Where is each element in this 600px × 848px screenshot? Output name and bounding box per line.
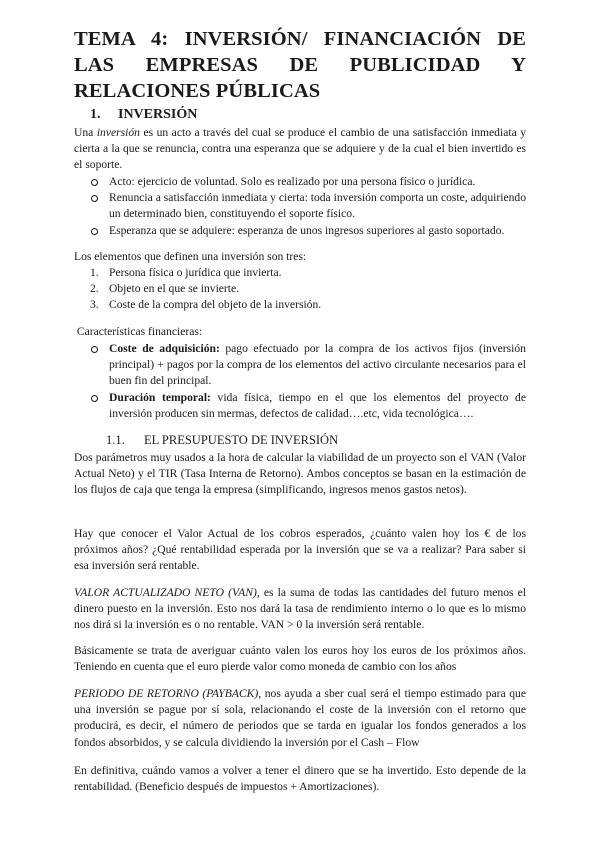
financial-intro: Características financieras:	[74, 325, 203, 338]
subsection-heading-presupuesto	[106, 433, 338, 448]
list-item: Renuncia a satisfacción inmediata y cierta: toda inversión comporta un coste, adquiriendo un determinado bien, constituyendo el soporte físico.	[74, 190, 526, 222]
list-item: Duración temporal: vida física, tiempo en el que los elementos del proyecto de inversión producen sin mermas, defectos de calidad….etc, vida tecnológica….	[74, 390, 526, 422]
van-paragraph	[74, 585, 526, 634]
hollow-bullet-icon	[91, 195, 98, 202]
definition-bullet-list	[74, 174, 526, 239]
budget-paragraph: Dos parámetros muy usados a la hora de calcular la viabilidad de un proyecto son el VAN (Valor Actual Neto) y el TIR (Tasa Interna de Retorno). Ambos conceptos se basan en la estimación de los flujos de caja que tenga la empresa (simplificando, ingresos menos gastos netos).	[74, 451, 526, 497]
hollow-bullet-icon	[91, 346, 98, 353]
payback-term: PERIODO DE RETORNO (PAYBACK),	[74, 687, 262, 700]
hollow-bullet-icon	[91, 179, 98, 186]
basic-paragraph: Básicamente se trata de averiguar cuánto valen los euros hoy los euros de los próximos años. Teniendo en cuenta que el euro pierde valor como moneda de cambio con los años	[74, 644, 526, 674]
subsection-number: 1.1.	[106, 433, 125, 447]
payback-rest: nos ayuda a sber cual será el tiempo estimado para que una inversión se pague por sí sola, relacionando el coste de la inversión con el retorno que producirá, es decir, el número de periodos que se tarda en igualar los fondos generados a los fondos absorbidos, y se calcula dividiendo la inversión por el Cash – Flow	[74, 687, 526, 749]
intro-paragraph	[74, 125, 526, 174]
list-item: Acto: ejercicio de voluntad. Solo es realizado por una persona físico o jurídica.	[74, 174, 526, 190]
list-item: 3. Coste de la compra del objeto de la inversión.	[90, 298, 322, 312]
list-item: Coste de adquisición: pago efectuado por la compra de los activos fijos (inversión principal) + pagos por la compra de los elementos del activo circulante necesarios para el buen fin del principal.	[74, 341, 526, 390]
intro-rest: es un acto a través del cual se produce el cambio de una satisfacción inmediata y cierta a la que se renuncia, contra una esperanza que se adquiere y de la cual el bien invertido es el soporte.	[74, 126, 526, 172]
payback-paragraph	[74, 686, 526, 751]
section-number: 1.	[90, 107, 101, 122]
van-rest: es la suma de todas las cantidades del futuro menos el dinero puesto en la inversión. Esto nos dará la tasa de rendimiento interno o lo que es lo mismo nos dirá si la inversión es o no rentable. VAN > 0 la inversión será rentable.	[74, 586, 526, 632]
list-item: 2. Objeto en el que se invierte.	[90, 282, 240, 296]
list-item: 1. Persona física o jurídica que invierta.	[90, 266, 282, 279]
list-item: Esperanza que se adquiere: esperanza de unos ingresos superiores al gasto soportado.	[74, 223, 526, 239]
document-title: TEMA 4: INVERSIÓN/ FINANCIACIÓN DE LAS EMPRESAS DE PUBLICIDAD Y RELACIONES PÚBLICAS	[74, 28, 526, 102]
section-title: INVERSIÓN	[118, 107, 198, 122]
final-paragraph: En definitiva, cuándo vamos a volver a tener el dinero que se ha invertido. Esto depende de la rentabilidad. (Beneficio después de impuestos + Amortizaciones).	[74, 764, 526, 794]
hollow-bullet-icon	[91, 228, 98, 235]
hollow-bullet-icon	[91, 395, 98, 402]
section-heading-inversion	[90, 107, 197, 123]
question-paragraph: Hay que conocer el Valor Actual de los cobros esperados, ¿cuánto valen hoy los € de los próximos años? ¿Qué rentabilidad esperada por la inversión que se va a realizar? Para saber si esa inversión será rentable.	[74, 527, 526, 573]
elements-intro: Los elementos que definen una inversión son tres:	[74, 250, 307, 263]
financial-bullet-list	[74, 341, 526, 422]
subsection-title: EL PRESUPUESTO DE INVERSIÓN	[144, 433, 339, 447]
intro-term: inversión	[96, 126, 140, 139]
van-term: VALOR ACTUALIZADO NETO (VAN),	[74, 586, 260, 599]
intro-lead: Una	[74, 126, 97, 139]
elements-numbered-list	[74, 265, 526, 314]
